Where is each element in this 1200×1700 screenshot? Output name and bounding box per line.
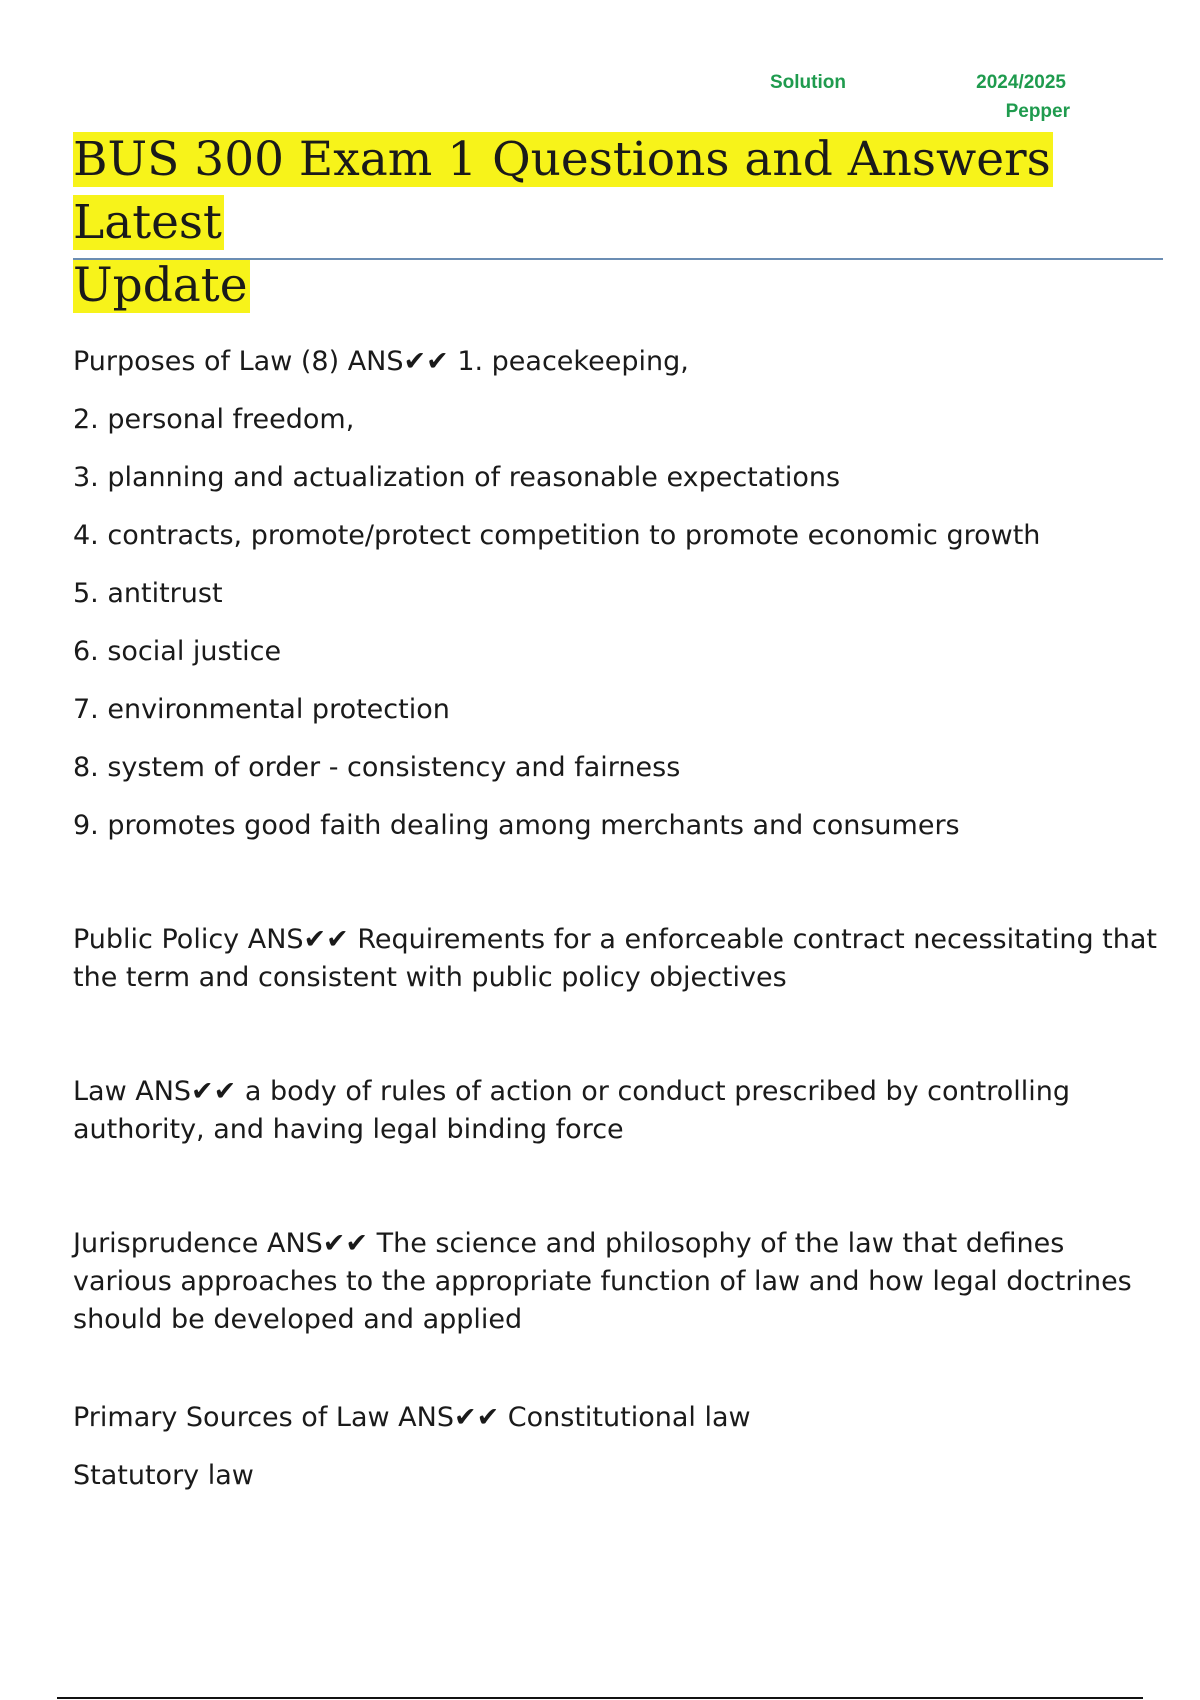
qa-text: Public Policy ANS✔✔ Requirements for a enforceable contract necessitating that the term and consistent with public policy objectives — [73, 924, 1158, 993]
qa-public-policy — [73, 921, 1163, 997]
title-line-2: Update — [73, 258, 248, 313]
spacer — [73, 1359, 1163, 1399]
title-divider — [73, 258, 1163, 260]
title-block — [73, 128, 1163, 317]
qa-text: Jurisprudence ANS✔✔ The science and philosophy of the law that defines various approaches to the appropriate function of law and how legal doctrines should be developed and applied — [73, 1228, 1132, 1335]
spacer — [73, 1169, 1163, 1225]
qa-line: 5. antitrust — [73, 578, 223, 609]
title-line-1: BUS 300 Exam 1 Questions and Answers Latest — [73, 132, 1051, 250]
qa-line: Statutory law — [73, 1460, 254, 1491]
qa-line: 3. planning and actualization of reasonable expectations — [73, 462, 841, 493]
spacer — [73, 1017, 1163, 1073]
solution-label: Solution — [770, 72, 846, 93]
qa-line: Primary Sources of Law ANS✔✔ Constitutional law — [73, 1402, 751, 1433]
qa-law — [73, 1073, 1163, 1149]
page-bottom-rule — [57, 1697, 1143, 1699]
author-label: Pepper — [1005, 101, 1070, 122]
document-title — [73, 128, 1163, 317]
qa-jurisprudence — [73, 1225, 1163, 1339]
qa-line: 6. social justice — [73, 636, 282, 667]
qa-primary-sources-of-law — [73, 1399, 1163, 1495]
qa-line: 8. system of order - consistency and fairness — [73, 752, 681, 783]
year-label: 2024/2025 — [976, 72, 1066, 93]
qa-purposes-of-law — [73, 343, 1163, 845]
qa-line: 2. personal freedom, — [73, 404, 355, 435]
qa-text: Law ANS✔✔ a body of rules of action or conduct prescribed by controlling authority, and having legal binding force — [73, 1076, 1070, 1145]
qa-line: 7. environmental protection — [73, 694, 450, 725]
document-header-meta — [770, 72, 1070, 132]
spacer — [73, 865, 1163, 921]
qa-line: 4. contracts, promote/protect competition to promote economic growth — [73, 520, 1041, 551]
qa-line: 9. promotes good faith dealing among merchants and consumers — [73, 810, 960, 841]
qa-line: Purposes of Law (8) ANS✔✔ 1. peacekeeping, — [73, 346, 689, 377]
document-body — [73, 343, 1163, 1515]
